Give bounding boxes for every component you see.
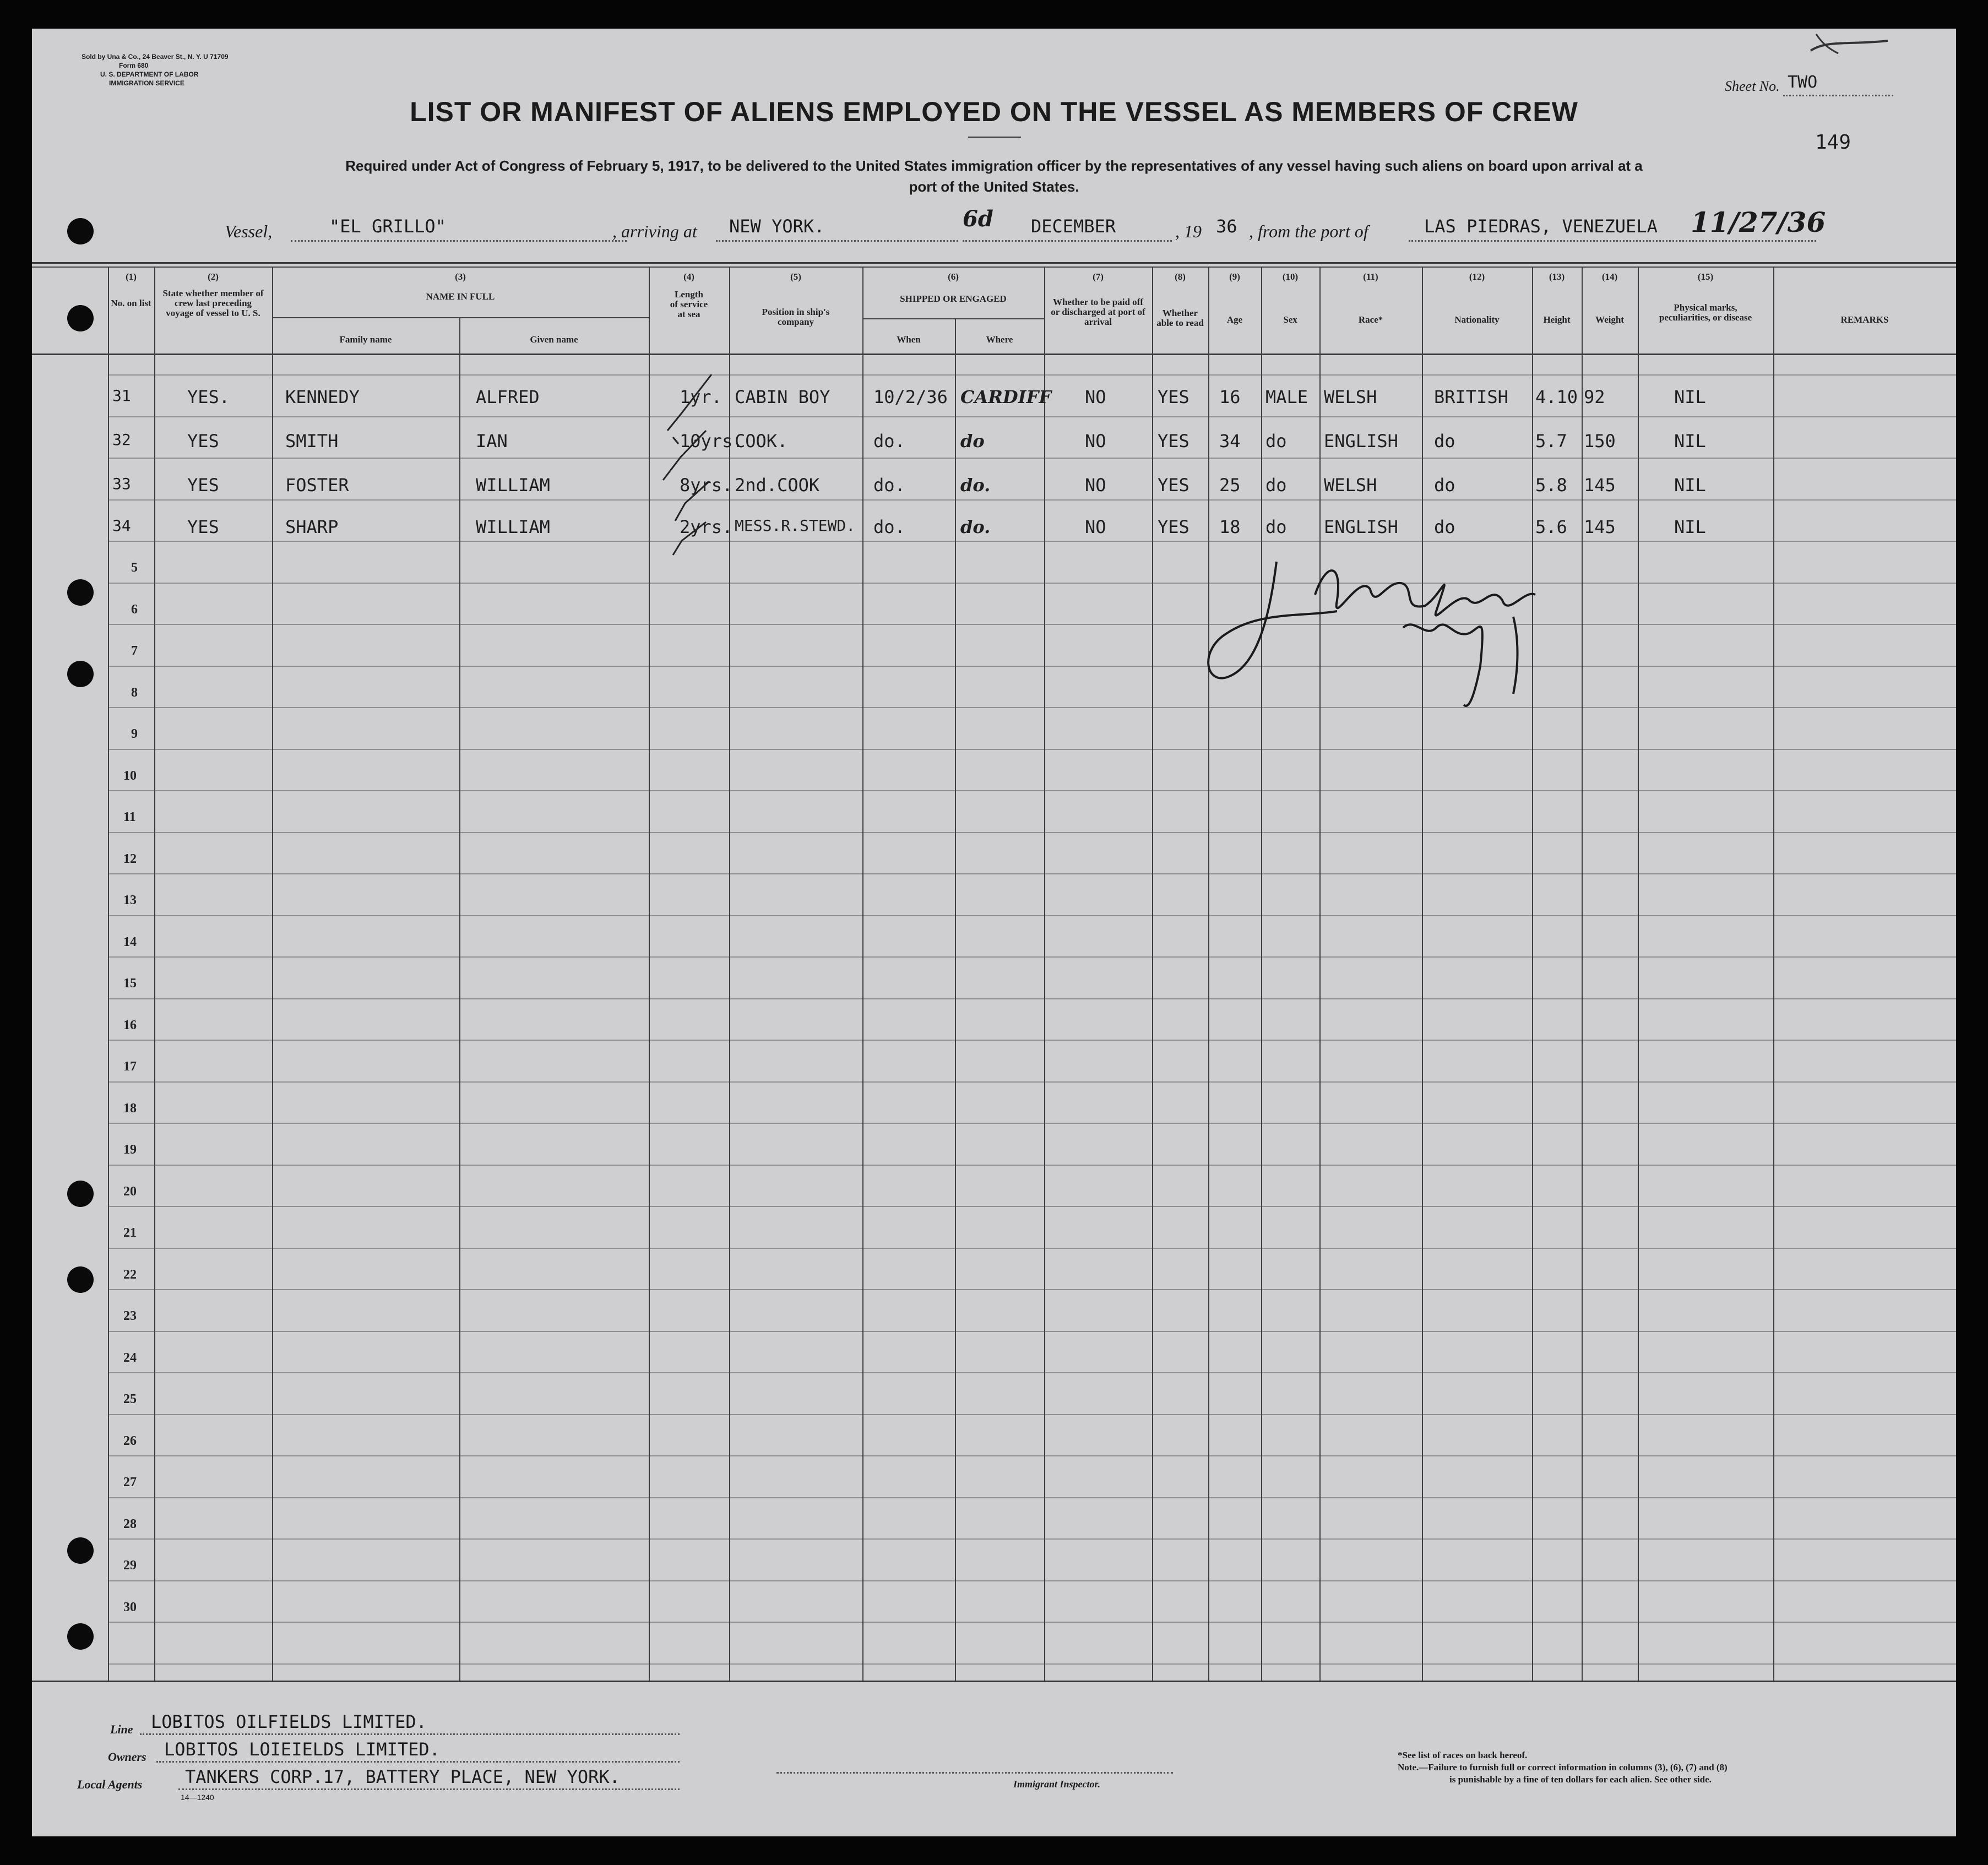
col5-number: (5) xyxy=(790,271,801,282)
arrival-day: 6d xyxy=(963,206,993,232)
col2-label: State whether member of crew last preceding voyage of vessel to U. S. xyxy=(162,288,264,318)
row-shipped-where: do xyxy=(960,431,985,452)
punch-hole xyxy=(67,1266,94,1293)
ruling-line xyxy=(108,666,1956,667)
arriving-dotline xyxy=(716,240,958,242)
col7-label: Whether to be paid off or discharged at port of arrival xyxy=(1051,297,1145,327)
col4-number: (4) xyxy=(683,271,694,282)
ruling-line xyxy=(108,1165,1956,1166)
ruling-line xyxy=(108,832,1956,833)
row-given-name: IAN xyxy=(476,431,508,452)
row-position: COOK. xyxy=(735,431,788,452)
col-divider xyxy=(1152,267,1153,1681)
col4-label: Length of service at sea xyxy=(670,289,708,319)
table-top-rule-2 xyxy=(32,267,1956,268)
line-number: 15 xyxy=(123,976,137,991)
line-number: 6 xyxy=(131,602,138,617)
row-shipped-where: do. xyxy=(960,475,991,496)
col-divider xyxy=(862,267,863,1681)
row-weight: 150 xyxy=(1584,431,1616,452)
line-dotline xyxy=(140,1733,680,1735)
row-able-to-read: YES xyxy=(1158,387,1189,407)
row-sex: do xyxy=(1265,431,1287,452)
row-race: ENGLISH xyxy=(1324,431,1398,452)
row-marks: NIL xyxy=(1674,387,1706,407)
month-dotline xyxy=(963,240,1172,242)
ruling-line xyxy=(108,1622,1956,1623)
title-rule xyxy=(968,137,1021,138)
line-number: 18 xyxy=(123,1101,137,1116)
ruling-line xyxy=(108,458,1956,459)
header-bottom-rule xyxy=(32,354,1956,355)
row-previous-voyage: YES xyxy=(187,475,219,496)
punch-hole xyxy=(67,218,94,244)
row-service-length: 1yr. xyxy=(680,387,723,407)
col4-header xyxy=(670,290,708,319)
ruling-line xyxy=(108,873,1956,874)
row-number: 34 xyxy=(112,516,131,535)
col-divider xyxy=(1208,267,1209,1681)
line-number: 8 xyxy=(131,686,138,700)
line-number: 14 xyxy=(123,935,137,949)
ruling-line xyxy=(108,1497,1956,1498)
row-marks: NIL xyxy=(1674,431,1706,452)
line-value: LOBITOS OILFIELDS LIMITED. xyxy=(151,1711,427,1732)
col13-header: Height xyxy=(1543,314,1571,325)
col-divider xyxy=(1773,267,1774,1681)
col1-number: (1) xyxy=(126,271,137,282)
row-height: 5.7 xyxy=(1535,431,1567,452)
row-able-to-read: YES xyxy=(1158,475,1189,496)
col2-number: (2) xyxy=(208,271,219,282)
table-top-rule xyxy=(32,262,1956,264)
ruling-line xyxy=(108,956,1956,958)
ruling-line xyxy=(108,1081,1956,1083)
col-divider xyxy=(955,318,956,1681)
line-number: 7 xyxy=(131,644,138,658)
remarks-header: REMARKS xyxy=(1840,314,1889,325)
col2-header xyxy=(160,289,267,318)
row-paid-off: NO xyxy=(1085,475,1106,496)
line-number: 30 xyxy=(123,1600,137,1614)
row-number: 33 xyxy=(112,475,131,493)
col15-header xyxy=(1656,303,1755,323)
col7-header xyxy=(1049,297,1148,327)
row-age: 18 xyxy=(1219,516,1241,537)
line-number: 13 xyxy=(123,893,137,907)
department-label: U. S. DEPARTMENT OF LABOR xyxy=(100,70,199,78)
col-divider xyxy=(1319,267,1321,1681)
arrival-month: DECEMBER xyxy=(1031,216,1116,237)
row-family-name: SMITH xyxy=(285,431,339,452)
col-divider xyxy=(1422,267,1423,1681)
row-age: 34 xyxy=(1219,431,1241,452)
arriving-port: NEW YORK. xyxy=(729,216,825,237)
form-code: 14—1240 xyxy=(181,1793,214,1802)
line-label: Line xyxy=(110,1722,133,1736)
sheet-number: TWO xyxy=(1788,73,1818,92)
inspector-dotline xyxy=(776,1772,1173,1774)
shipped-group-rule xyxy=(862,318,1044,319)
line-number: 26 xyxy=(123,1434,137,1448)
row-race: WELSH xyxy=(1324,387,1377,407)
row-race: ENGLISH xyxy=(1324,516,1398,537)
ruling-line xyxy=(108,1248,1956,1249)
owners-dotline xyxy=(156,1761,680,1763)
row-service-length: 10yrs. xyxy=(680,431,743,452)
row-age: 16 xyxy=(1219,387,1241,407)
ruling-line xyxy=(108,499,1956,501)
inspector-signature-icon xyxy=(1194,529,1579,738)
line-number: 19 xyxy=(123,1143,137,1157)
col7-number: (7) xyxy=(1093,271,1104,282)
ruling-line xyxy=(108,1538,1956,1540)
punch-hole xyxy=(67,1537,94,1564)
col8-number: (8) xyxy=(1175,271,1186,282)
col6-header: SHIPPED OR ENGAGED xyxy=(900,293,1007,304)
check-marks-icon xyxy=(629,365,728,563)
row-race: WELSH xyxy=(1324,475,1377,496)
line-number: 29 xyxy=(123,1558,137,1573)
line-number: 16 xyxy=(123,1018,137,1032)
footnote-penalty-2: is punishable by a fine of ten dollars for each alien. See other side. xyxy=(1449,1774,1712,1785)
ruling-line xyxy=(108,1289,1956,1290)
row-shipped-when: do. xyxy=(873,516,905,537)
ruling-line xyxy=(108,583,1956,584)
row-paid-off: NO xyxy=(1085,431,1106,452)
col15-label: Physical marks, peculiarities, or disease xyxy=(1659,302,1752,323)
row-sex: do xyxy=(1265,475,1287,496)
inspector-label: Immigrant Inspector. xyxy=(1013,1779,1101,1790)
row-shipped-when: do. xyxy=(873,431,905,452)
year-prefix: , 19 xyxy=(1175,221,1202,241)
footnote-races: *See list of races on back hereof. xyxy=(1398,1750,1528,1760)
row-number: 31 xyxy=(112,387,131,405)
col1-header xyxy=(110,298,152,308)
row-service-length: 2yrs. xyxy=(680,516,733,537)
punch-hole xyxy=(67,661,94,687)
ruling-line xyxy=(108,790,1956,791)
row-nationality: BRITISH xyxy=(1434,387,1508,407)
col14-number: (14) xyxy=(1601,271,1618,282)
row-weight: 145 xyxy=(1584,475,1616,496)
row-sex: do xyxy=(1265,516,1287,537)
line-number: 22 xyxy=(123,1268,137,1282)
col-divider xyxy=(1638,267,1639,1681)
port-label: , from the port of xyxy=(1249,221,1368,241)
col6-number: (6) xyxy=(948,271,959,282)
ruling-line xyxy=(108,1331,1956,1332)
col8-header xyxy=(1155,308,1205,328)
row-number: 32 xyxy=(112,431,131,449)
col3-given-header: Given name xyxy=(530,334,578,345)
row-shipped-when: do. xyxy=(873,475,905,496)
punch-hole xyxy=(67,1623,94,1650)
col9-header: Age xyxy=(1226,314,1243,325)
col3-family-header: Family name xyxy=(339,334,392,345)
ruling-line xyxy=(108,1580,1956,1581)
col11-header: Race* xyxy=(1358,314,1383,325)
col-divider xyxy=(1261,267,1262,1681)
row-height: 5.8 xyxy=(1535,475,1567,496)
ruling-line xyxy=(108,998,1956,999)
ruling-line xyxy=(108,541,1956,542)
line-number: 5 xyxy=(131,561,138,575)
printer-line: Sold by Una & Co., 24 Beaver St., N. Y. U 71709 xyxy=(82,53,229,61)
col-divider xyxy=(272,267,273,1681)
line-number: 24 xyxy=(123,1351,137,1365)
punch-hole xyxy=(67,1181,94,1207)
col10-header: Sex xyxy=(1283,314,1297,325)
col5-label: Position in ship's company xyxy=(762,307,830,327)
vessel-label: Vessel, xyxy=(225,221,273,241)
row-position: CABIN BOY xyxy=(735,387,830,407)
departure-port: LAS PIEDRAS, VENEZUELA xyxy=(1424,216,1658,237)
row-previous-voyage: YES xyxy=(187,516,219,537)
row-position: MESS.R.STEWD. xyxy=(735,516,856,535)
col-divider xyxy=(459,318,460,1681)
punch-hole xyxy=(67,305,94,331)
arriving-label: , arriving at xyxy=(612,221,697,241)
col-divider xyxy=(1044,267,1045,1681)
row-shipped-when: 10/2/36 xyxy=(873,387,948,407)
agents-dotline xyxy=(178,1788,680,1790)
port-dotline xyxy=(1409,240,1816,242)
owners-label: Owners xyxy=(108,1750,146,1764)
col-divider xyxy=(108,267,109,1681)
arrival-year: 36 xyxy=(1216,216,1237,237)
row-nationality: do xyxy=(1434,431,1455,452)
ruling-line xyxy=(108,707,1956,708)
row-given-name: WILLIAM xyxy=(476,516,550,537)
handwritten-date: 11/27/36 xyxy=(1691,206,1826,238)
row-height: 4.10 xyxy=(1535,387,1578,407)
col-divider xyxy=(1582,267,1583,1681)
row-age: 25 xyxy=(1219,475,1241,496)
footnote-penalty-1: Note.—Failure to furnish full or correct information in columns (3), (6), (7) and (8) xyxy=(1398,1762,1728,1772)
ruling-line xyxy=(108,416,1956,417)
row-service-length: 8yrs. xyxy=(680,475,733,496)
ruling-line xyxy=(108,1040,1956,1041)
manifest-sheet xyxy=(32,29,1956,1836)
col10-number: (10) xyxy=(1282,271,1299,282)
col-divider xyxy=(154,267,155,1681)
line-number: 27 xyxy=(123,1475,137,1489)
row-weight: 92 xyxy=(1584,387,1605,407)
col11-number: (11) xyxy=(1363,271,1378,282)
col9-number: (9) xyxy=(1229,271,1240,282)
row-able-to-read: YES xyxy=(1158,431,1189,452)
col15-number: (15) xyxy=(1697,271,1714,282)
ruling-line xyxy=(108,1414,1956,1415)
form-number: Form 680 xyxy=(119,62,149,69)
row-family-name: FOSTER xyxy=(285,475,349,496)
line-number: 11 xyxy=(123,810,136,824)
line-number: 23 xyxy=(123,1309,137,1323)
owners-value: LOBITOS LOIEIELDS LIMITED. xyxy=(164,1739,440,1760)
row-position: 2nd.COOK xyxy=(735,475,820,496)
row-marks: NIL xyxy=(1674,475,1706,496)
ruling-line xyxy=(108,915,1956,916)
line-number: 10 xyxy=(123,769,137,783)
col6-when-header: When xyxy=(897,334,921,345)
ruling-line xyxy=(108,749,1956,750)
row-family-name: SHARP xyxy=(285,516,339,537)
line-number: 21 xyxy=(123,1226,137,1240)
row-shipped-where: do. xyxy=(960,516,991,537)
ruling-line xyxy=(108,374,1956,376)
col5-header xyxy=(748,307,844,327)
ruling-line xyxy=(108,1123,1956,1124)
row-sex: MALE xyxy=(1265,387,1308,407)
vessel-dotline xyxy=(291,240,627,242)
ruling-line xyxy=(108,1455,1956,1456)
row-shipped-where: CARDIFF xyxy=(960,387,1052,407)
col13-number: (13) xyxy=(1549,271,1565,282)
line-number: 17 xyxy=(123,1059,137,1074)
page-stamp: 149 xyxy=(1815,131,1851,154)
row-previous-voyage: YES xyxy=(187,431,219,452)
col6-where-header: Where xyxy=(986,334,1013,345)
row-paid-off: NO xyxy=(1085,516,1106,537)
sheet-label: Sheet No. xyxy=(1725,78,1780,94)
ruling-line xyxy=(108,1372,1956,1373)
page-title: LIST OR MANIFEST OF ALIENS EMPLOYED ON THE VESSEL AS MEMBERS OF CREW xyxy=(410,96,1578,127)
row-paid-off: NO xyxy=(1085,387,1106,407)
row-able-to-read: YES xyxy=(1158,516,1189,537)
col3-number: (3) xyxy=(455,271,466,282)
agents-value: TANKERS CORP.17, BATTERY PLACE, NEW YORK. xyxy=(185,1766,620,1787)
row-previous-voyage: YES. xyxy=(187,387,230,407)
line-number: 9 xyxy=(131,727,138,741)
service-label: IMMIGRATION SERVICE xyxy=(109,79,184,87)
row-family-name: KENNEDY xyxy=(285,387,360,407)
col14-header: Weight xyxy=(1595,314,1624,325)
line-number: 28 xyxy=(123,1517,137,1531)
agents-label: Local Agents xyxy=(77,1777,143,1791)
name-group-rule xyxy=(272,317,649,318)
subtitle-line2: port of the United States. xyxy=(909,178,1079,195)
col-divider xyxy=(1532,267,1533,1681)
row-nationality: do xyxy=(1434,516,1455,537)
row-marks: NIL xyxy=(1674,516,1706,537)
ruling-line xyxy=(108,624,1956,625)
line-number: 20 xyxy=(123,1184,137,1199)
table-bottom-rule xyxy=(32,1681,1956,1682)
col8-label: Whether able to read xyxy=(1156,308,1204,328)
corner-mark-icon xyxy=(1805,29,1893,62)
line-number: 25 xyxy=(123,1392,137,1406)
col3-header: NAME IN FULL xyxy=(426,291,495,302)
row-given-name: WILLIAM xyxy=(476,475,550,496)
col12-number: (12) xyxy=(1469,271,1485,282)
subtitle-line1: Required under Act of Congress of February 5, 1917, to be delivered to the United States immigration officer by the representatives of any vessel having such aliens on board upon arrival at a xyxy=(345,157,1643,174)
ruling-line xyxy=(108,1206,1956,1207)
vessel-name: "EL GRILLO" xyxy=(329,216,446,237)
row-given-name: ALFRED xyxy=(476,387,540,407)
line-number: 12 xyxy=(123,852,137,866)
row-nationality: do xyxy=(1434,475,1455,496)
punch-hole xyxy=(67,579,94,606)
col12-header: Nationality xyxy=(1454,314,1500,325)
ruling-line xyxy=(108,1663,1956,1665)
col1-label: No. on list xyxy=(111,298,151,308)
row-height: 5.6 xyxy=(1535,516,1567,537)
row-weight: 145 xyxy=(1584,516,1616,537)
